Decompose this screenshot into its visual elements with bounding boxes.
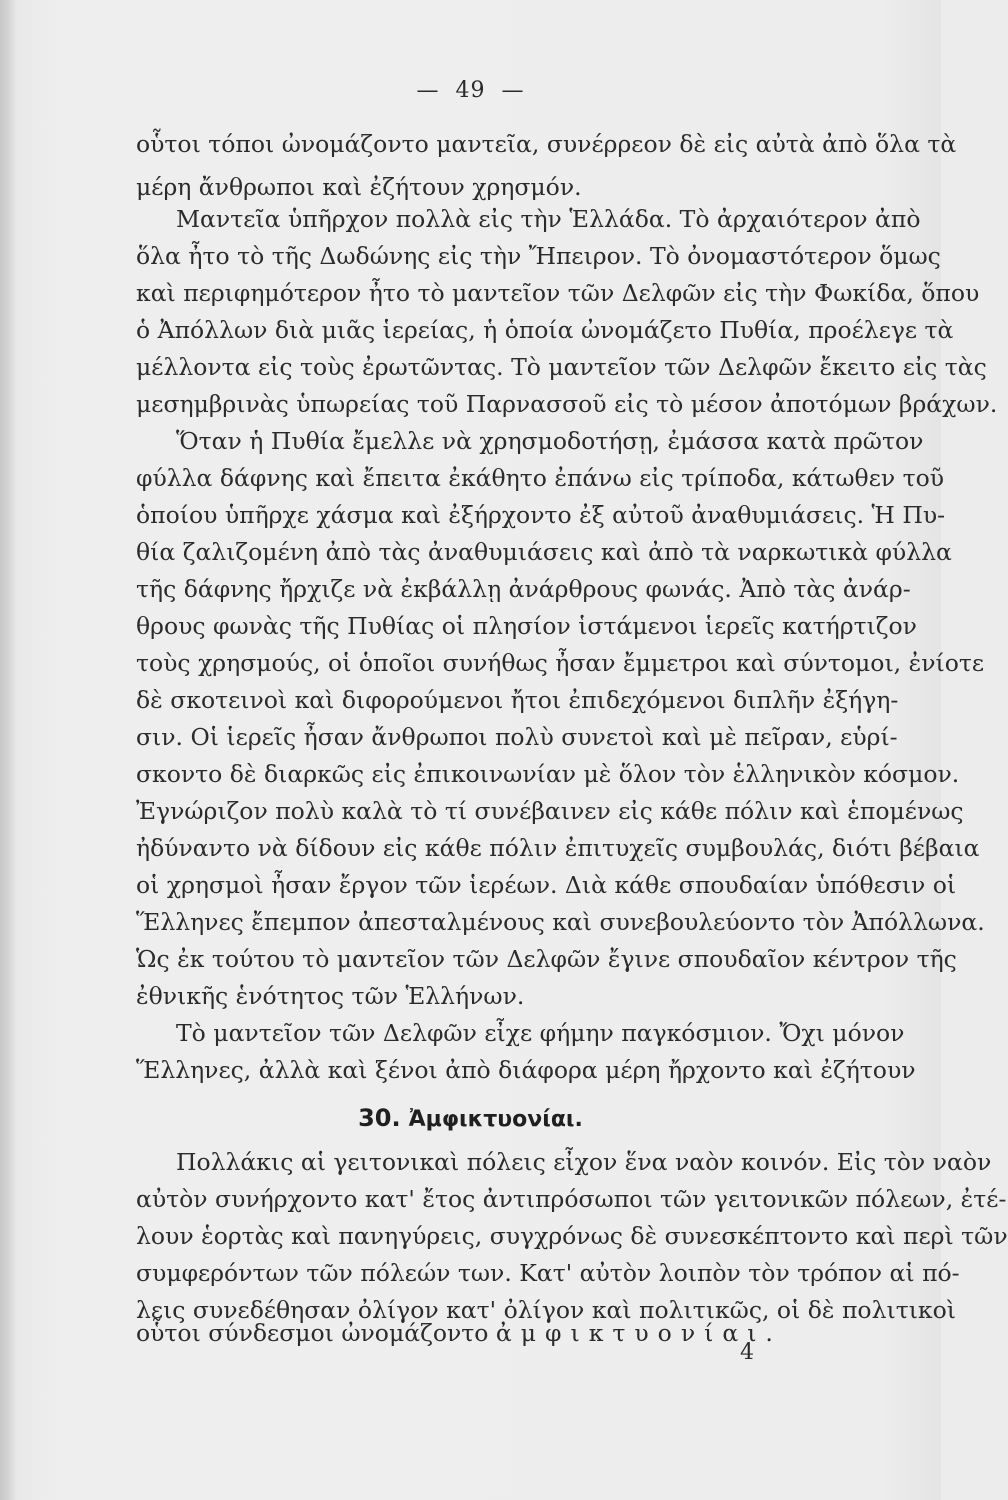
text-line: Ὡς ἐκ τούτου τὸ μαντεῖον τῶν Δελφῶν ἔγινε σπουδαῖον κέντρον τῆς xyxy=(136,945,957,973)
section-number: 30. xyxy=(358,1104,401,1132)
dash-left: — xyxy=(416,78,440,103)
text-line: μέλλοντα εἰς τοὺς ἐρωτῶντας. Τὸ μαντεῖον τῶν Δελφῶν ἔκειτο εἰς τὰς xyxy=(136,353,987,381)
text-line: ἐθνικῆς ἑνότητος τῶν Ἑλλήνων. xyxy=(136,982,525,1010)
text-line: σκοντο δὲ διαρκῶς εἰς ἐπικοινωνίαν μὲ ὅλον τὸν ἑλληνικὸν κόσμον. xyxy=(136,760,960,788)
text-line: σιν. Οἱ ἱερεῖς ἦσαν ἄνθρωποι πολὺ συνετοὶ καὶ μὲ πεῖραν, εὑρί- xyxy=(136,723,898,751)
text-line: τῆς δάφνης ἤρχιζε νὰ ἐκβάλλῃ ἀνάρθρους φωνάς. Ἀπὸ τὰς ἀνάρ- xyxy=(136,575,911,603)
section-heading xyxy=(0,1102,941,1136)
text-line: Ἕλληνες ἔπεμπον ἀπεσταλμένους καὶ συνεβουλεύοντο τὸν Ἀπόλλωνα. xyxy=(136,908,985,936)
text-line: καὶ περιφημότερον ἦτο τὸ μαντεῖον τῶν Δελφῶν εἰς τὴν Φωκίδα, ὅπου xyxy=(136,279,980,307)
text-line: θία ζαλιζομένη ἀπὸ τὰς ἀναθυμιάσεις καὶ ἀπὸ τὰ ναρκωτικὰ φύλλα xyxy=(136,538,952,566)
text-line: συμφερόντων τῶν πόλεών των. Κατ' αὐτὸν λοιπὸν τὸν τρόπον αἱ πό- xyxy=(136,1259,960,1287)
text-line: οὗτοι τόποι ὠνομάζοντο μαντεῖα, συνέρρεον δὲ εἰς αὐτὰ ἀπὸ ὅλα τὰ xyxy=(136,130,957,158)
text-line: αὐτὸν συνήρχοντο κατ' ἔτος ἀντιπρόσωποι τῶν γειτονικῶν πόλεων, ἐτέ- xyxy=(136,1185,1007,1213)
page-number xyxy=(0,78,941,103)
text-line: μεσημβρινὰς ὑπωρείας τοῦ Παρνασσοῦ εἰς τὸ μέσον ἀποτόμων βράχων. xyxy=(136,390,998,418)
gutter-shadow xyxy=(0,0,16,1500)
dash-right: — xyxy=(501,78,525,103)
page-number-value: 49 xyxy=(455,78,486,103)
text-line: ὁποίου ὑπῆρχε χάσμα καὶ ἐξήρχοντο ἐξ αὐτοῦ ἀναθυμιάσεις. Ἡ Πυ- xyxy=(136,501,946,529)
text-line: ἠδύναντο νὰ δίδουν εἰς κάθε πόλιν ἐπιτυχεῖς συμβουλάς, διότι βέβαια xyxy=(136,834,980,862)
text-line: Πολλάκις αἱ γειτονικαὶ πόλεις εἶχον ἕνα ναὸν κοινόν. Εἰς τὸν ναὸν xyxy=(176,1148,992,1176)
section-title: Ἀμφικτυονίαι. xyxy=(408,1107,583,1132)
text-line: Ἐγνώριζον πολὺ καλὰ τὸ τί συνέβαινεν εἰς κάθε πόλιν καὶ ἑπομένως xyxy=(136,797,964,825)
text-line: Ἕλληνες, ἀλλὰ καὶ ξένοι ἀπὸ διάφορα μέρη ἤρχοντο καὶ ἐζήτουν xyxy=(136,1056,916,1084)
signature-mark: 4 xyxy=(740,1340,754,1365)
text-line: δὲ σκοτεινοὶ καὶ διφορούμενοι ἤτοι ἐπιδεχόμενοι διπλῆν ἐξήγη- xyxy=(136,686,899,714)
text-line: μέρη ἄνθρωποι καὶ ἐζήτουν χρησμόν. xyxy=(136,173,582,201)
text-line: Τὸ μαντεῖον τῶν Δελφῶν εἶχε φήμην παγκόσμιον. Ὄχι μόνον xyxy=(176,1019,905,1047)
spaced-term: ἀμφικτυονίαι. xyxy=(495,1319,782,1347)
text-line: τοὺς χρησμούς, οἱ ὁποῖοι συνήθως ἦσαν ἔμμετροι καὶ σύντομοι, ἐνίοτε xyxy=(136,649,985,677)
text-line: θρους φωνὰς τῆς Πυθίας οἱ πλησίον ἱστάμενοι ἱερεῖς κατήρτιζον xyxy=(136,612,917,640)
text-line: Μαντεῖα ὑπῆρχον πολλὰ εἰς τὴν Ἑλλάδα. Τὸ ἀρχαιότερον ἀπὸ xyxy=(176,205,921,233)
text-line: ὅλα ἦτο τὸ τῆς Δωδώνης εἰς τὴν Ἤπειρον. Τὸ ὀνομαστότερον ὅμως xyxy=(136,242,941,270)
text-line: φύλλα δάφνης καὶ ἔπειτα ἐκάθητο ἐπάνω εἰς τρίποδα, κάτωθεν τοῦ xyxy=(136,464,945,492)
text-line: Ὅταν ἡ Πυθία ἔμελλε νὰ χρησμοδοτήσῃ, ἐμάσσα κατὰ πρῶτον xyxy=(176,427,924,455)
final-line-text: οὗτοι σύνδεσμοι ὠνομάζοντο xyxy=(136,1319,496,1347)
text-line: οἱ χρησμοὶ ἦσαν ἔργον τῶν ἱερέων. Διὰ κάθε σπουδαίαν ὑπόθεσιν οἱ xyxy=(136,871,957,899)
text-line: λεις συνεδέθησαν ὀλίγον κατ' ὀλίγον καὶ πολιτικῶς, οἱ δὲ πολιτικοὶ xyxy=(136,1296,956,1324)
text-line: λουν ἑορτὰς καὶ πανηγύρεις, συγχρόνως δὲ συνεσκέπτοντο καὶ περὶ τῶν xyxy=(136,1222,1008,1250)
text-line: ὁ Ἀπόλλων διὰ μιᾶς ἱερείας, ἡ ὁποία ὠνομάζετο Πυθία, προέλεγε τὰ xyxy=(136,316,954,344)
